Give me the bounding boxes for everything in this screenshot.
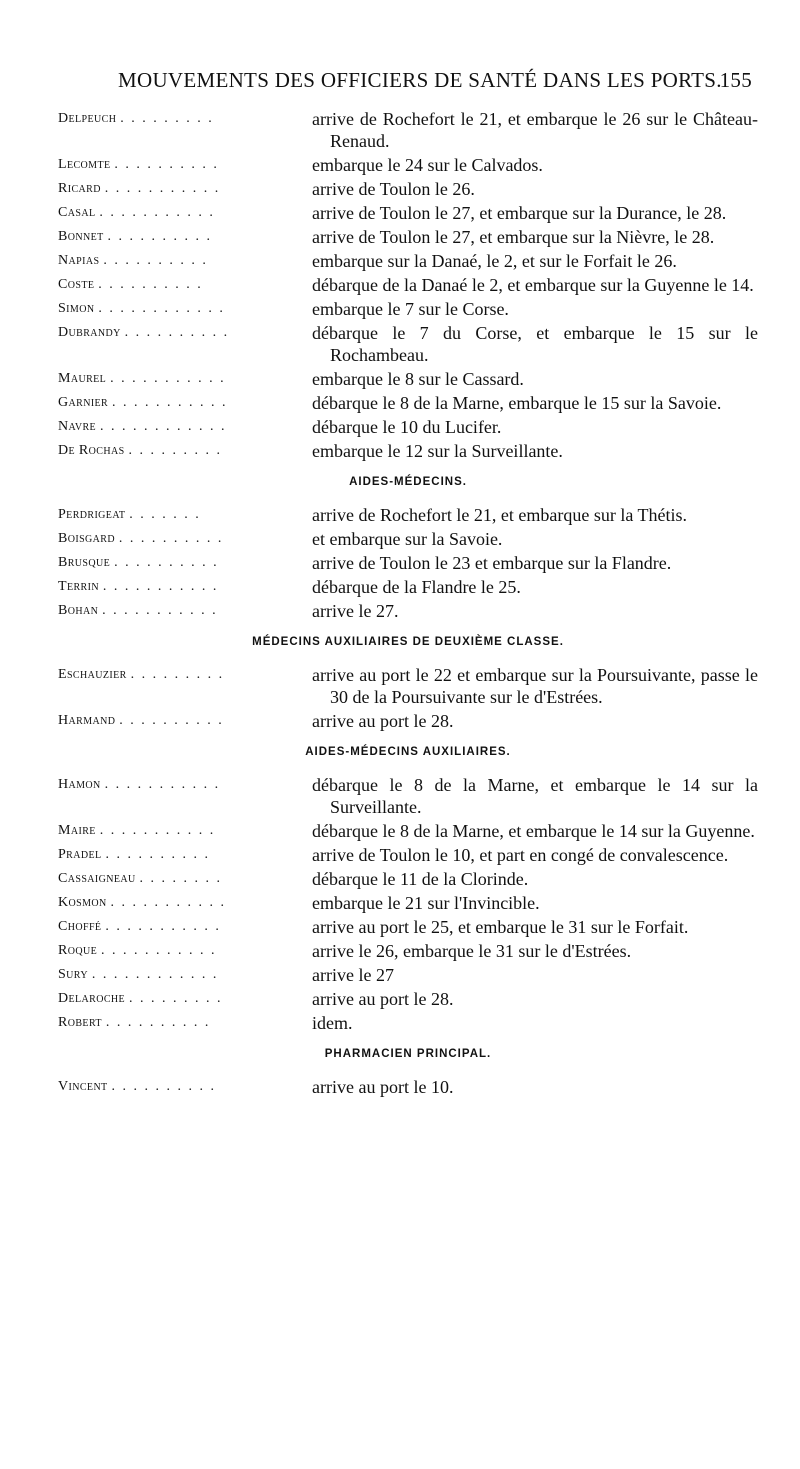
movement-description: arrive de Toulon le 27, et embarque sur la Nièvre, le 28. xyxy=(312,227,715,247)
entry-row xyxy=(58,552,758,574)
officer-name: Eschauzier xyxy=(58,667,127,682)
officer-name: Delpeuch xyxy=(58,111,117,126)
entry-row xyxy=(58,892,758,914)
leader-dots: . . . . . . . . . . xyxy=(124,325,230,340)
leader-dots: . . . . . . . . . xyxy=(120,111,214,126)
entry-row xyxy=(58,600,758,622)
entry-row xyxy=(58,250,758,272)
officer-name-cell xyxy=(58,416,312,438)
officer-name: Bohan xyxy=(58,603,99,618)
page-number: 155 xyxy=(719,68,752,92)
page-title: MOUVEMENTS DES OFFICIERS DE SANTÉ DANS LES PORTS. xyxy=(118,68,722,92)
movement-description: débarque le 8 de la Marne, embarque le 15 sur la Savoie. xyxy=(312,393,722,413)
officer-name: Pradel xyxy=(58,847,102,862)
officer-name-cell xyxy=(58,202,312,224)
leader-dots: . . . . . . . . . . . xyxy=(105,919,221,934)
officer-name: Kosmon xyxy=(58,895,107,910)
entry-row xyxy=(58,528,758,550)
leader-dots: . . . . . . . . . . . . xyxy=(98,301,225,316)
officer-name-cell xyxy=(58,820,312,842)
officer-name: Choffé xyxy=(58,919,102,934)
leader-dots: . . . . . . . xyxy=(129,507,201,522)
entry-row xyxy=(58,368,758,390)
movement-description: arrive de Toulon le 10, et part en congé de convalescence. xyxy=(312,845,729,865)
entry-row xyxy=(58,964,758,986)
officer-name: Vincent xyxy=(58,1079,108,1094)
entry-row xyxy=(58,774,758,818)
officer-name-cell xyxy=(58,154,312,176)
officer-name-cell xyxy=(58,440,312,462)
leader-dots: . . . . . . . . . . . xyxy=(99,823,216,838)
leader-dots: . . . . . . . . . . . xyxy=(110,371,226,386)
officer-name-cell xyxy=(58,298,312,320)
movement-description: embarque le 8 sur le Cassard. xyxy=(312,369,524,389)
leader-dots: . . . . . . . . . xyxy=(128,443,222,458)
entry-row xyxy=(58,868,758,890)
movement-description: arrive le 26, embarque le 31 sur le d'Estrées. xyxy=(312,941,632,961)
leader-dots: . . . . . . . . . . xyxy=(114,157,219,172)
entry-row xyxy=(58,298,758,320)
entry-row xyxy=(58,392,758,414)
officer-name-cell xyxy=(58,1012,312,1034)
leader-dots: . . . . . . . . . . . xyxy=(104,777,221,792)
officer-name-cell xyxy=(58,892,312,914)
officer-name-cell xyxy=(58,322,312,366)
officer-name-cell xyxy=(58,774,312,818)
entry-row xyxy=(58,940,758,962)
officer-name: Garnier xyxy=(58,395,109,410)
leader-dots: . . . . . . . . . . xyxy=(98,277,203,292)
movement-description: débarque le 8 de la Marne, et embarque le 14 sur la Surveillante. xyxy=(312,775,758,817)
entry-row xyxy=(58,710,758,732)
officer-name-cell xyxy=(58,868,312,890)
movement-description: embarque le 21 sur l'Invincible. xyxy=(312,893,540,913)
entry-row xyxy=(58,440,758,462)
leader-dots: . . . . . . . . . . xyxy=(118,531,224,546)
entry-row xyxy=(58,988,758,1010)
movement-description: arrive de Rochefort le 21, et embarque sur la Thétis. xyxy=(312,505,688,525)
officer-name-cell xyxy=(58,988,312,1010)
officer-name-cell xyxy=(58,964,312,986)
movement-description: arrive le 27. xyxy=(312,601,399,621)
leader-dots: . . . . . . . . . . . xyxy=(99,205,215,220)
entry-row xyxy=(58,916,758,938)
entry-row xyxy=(58,274,758,296)
movement-description: débarque le 11 de la Clorinde. xyxy=(312,869,529,889)
movement-description: arrive au port le 10. xyxy=(312,1077,454,1097)
leader-dots: . . . . . . . . . xyxy=(130,667,225,682)
officer-name: Sury xyxy=(58,967,88,982)
officer-name: Perdrigeat xyxy=(58,507,126,522)
officer-name: Simon xyxy=(58,301,95,316)
leader-dots: . . . . . . . . . . . xyxy=(102,579,219,594)
leader-dots: . . . . . . . . . . . xyxy=(104,181,221,196)
movement-description: embarque le 7 sur le Corse. xyxy=(312,299,509,319)
officer-name-cell xyxy=(58,552,312,574)
officer-name: Lecomte xyxy=(58,157,111,172)
leader-dots: . . . . . . . . . . xyxy=(105,847,210,862)
movement-description: et embarque sur la Savoie. xyxy=(312,529,503,549)
officer-name-cell xyxy=(58,108,312,152)
movement-description: débarque de la Danaé le 2, et embarque sur la Guyenne le 14. xyxy=(312,275,754,295)
section-heading: AIDES-MÉDECINS AUXILIAIRES. xyxy=(305,746,511,758)
leader-dots: . . . . . . . . . . xyxy=(114,555,219,570)
officer-name: Hamon xyxy=(58,777,101,792)
entry-row xyxy=(58,820,758,842)
movement-description: arrive au port le 22 et embarque sur la Poursuivante, passe le 30 de la Poursuivante sur le d'Estrées. xyxy=(312,665,758,707)
movement-description: arrive au port le 28. xyxy=(312,711,454,731)
officer-name: Napias xyxy=(58,253,100,268)
entry-row xyxy=(58,226,758,248)
officer-name: Coste xyxy=(58,277,95,292)
movement-description: débarque le 10 du Lucifer. xyxy=(312,417,502,437)
officer-name-cell xyxy=(58,368,312,390)
officer-name: Boisgard xyxy=(58,531,115,546)
officer-name: Roque xyxy=(58,943,98,958)
movement-description: débarque de la Flandre le 25. xyxy=(312,577,521,597)
leader-dots: . . . . . . . . . . xyxy=(105,1015,211,1030)
entry-row xyxy=(58,1012,758,1034)
entry-row xyxy=(58,154,758,176)
leader-dots: . . . . . . . . . . xyxy=(111,1079,216,1094)
officer-name: Terrin xyxy=(58,579,99,594)
officer-name: Dubrandy xyxy=(58,325,121,340)
leader-dots: . . . . . . . . . . . xyxy=(101,943,217,958)
leader-dots: . . . . . . . . . . xyxy=(103,253,208,268)
officer-name-cell xyxy=(58,940,312,962)
movement-description: débarque le 7 du Corse, et embarque le 15 sur le Rochambeau. xyxy=(312,323,758,365)
officer-name-cell xyxy=(58,576,312,598)
officer-name: Cassaigneau xyxy=(58,871,136,886)
officer-name-cell xyxy=(58,1076,312,1098)
entry-row xyxy=(58,108,758,152)
officer-name: De Rochas xyxy=(58,443,125,458)
leader-dots: . . . . . . . . . . . xyxy=(112,395,228,410)
officer-name-cell xyxy=(58,250,312,272)
leader-dots: . . . . . . . . . . xyxy=(119,713,224,728)
officer-name: Bonnet xyxy=(58,229,104,244)
movement-description: arrive de Toulon le 26. xyxy=(312,179,475,199)
officer-name: Casal xyxy=(58,205,96,220)
entry-row xyxy=(58,202,758,224)
leader-dots: . . . . . . . . . . . xyxy=(102,603,218,618)
officer-name-cell xyxy=(58,600,312,622)
officer-name-cell xyxy=(58,226,312,248)
movement-description: embarque sur la Danaé, le 2, et sur le Forfait le 26. xyxy=(312,251,677,271)
movement-description: arrive de Toulon le 27, et embarque sur la Durance, le 28. xyxy=(312,203,727,223)
section-heading: PHARMACIEN PRINCIPAL. xyxy=(324,1048,492,1060)
movement-description: arrive de Rochefort le 21, et embarque le 26 sur le Château-Renaud. xyxy=(312,109,758,151)
movement-description: embarque le 12 sur la Surveillante. xyxy=(312,441,563,461)
leader-dots: . . . . . . . . . . . . xyxy=(99,419,227,434)
entry-row xyxy=(58,504,758,526)
leader-dots: . . . . . . . . . . . xyxy=(110,895,227,910)
officer-name-cell xyxy=(58,664,312,708)
officer-name: Navre xyxy=(58,419,97,434)
officer-name-cell xyxy=(58,916,312,938)
movement-description: arrive au port le 28. xyxy=(312,989,454,1009)
officer-name-cell xyxy=(58,504,312,526)
officer-name-cell xyxy=(58,710,312,732)
officer-name: Delaroche xyxy=(58,991,126,1006)
officer-name: Ricard xyxy=(58,181,101,196)
officer-name: Maire xyxy=(58,823,96,838)
officer-name: Robert xyxy=(58,1015,102,1030)
entry-row xyxy=(58,178,758,200)
leader-dots: . . . . . . . . xyxy=(139,871,223,886)
officer-name-cell xyxy=(58,392,312,414)
entry-row xyxy=(58,416,758,438)
movement-description: arrive au port le 25, et embarque le 31 sur le Forfait. xyxy=(312,917,689,937)
entry-row xyxy=(58,576,758,598)
leader-dots: . . . . . . . . . xyxy=(128,991,223,1006)
officer-name: Maurel xyxy=(58,371,107,386)
leader-dots: . . . . . . . . . . xyxy=(107,229,213,244)
section-heading: AIDES-MÉDECINS. xyxy=(349,476,467,488)
officer-name: Brusque xyxy=(58,555,111,570)
movement-description: débarque le 8 de la Marne, et embarque le 14 sur la Guyenne. xyxy=(312,821,755,841)
entry-row xyxy=(58,844,758,866)
entry-row xyxy=(58,664,758,708)
entry-row xyxy=(58,1076,758,1098)
officer-name-cell xyxy=(58,844,312,866)
entry-row xyxy=(58,322,758,366)
section-heading: MÉDECINS AUXILIAIRES DE DEUXIÈME CLASSE. xyxy=(252,636,564,648)
officer-name: Harmand xyxy=(58,713,116,728)
movement-description: arrive le 27 xyxy=(312,965,394,985)
officer-name-cell xyxy=(58,178,312,200)
movement-description: idem. xyxy=(312,1013,353,1033)
movement-description: arrive de Toulon le 23 et embarque sur la Flandre. xyxy=(312,553,672,573)
officer-name-cell xyxy=(58,528,312,550)
entries-list xyxy=(58,108,758,1100)
movement-description: embarque le 24 sur le Calvados. xyxy=(312,155,543,175)
officer-name-cell xyxy=(58,274,312,296)
leader-dots: . . . . . . . . . . . . xyxy=(91,967,219,982)
